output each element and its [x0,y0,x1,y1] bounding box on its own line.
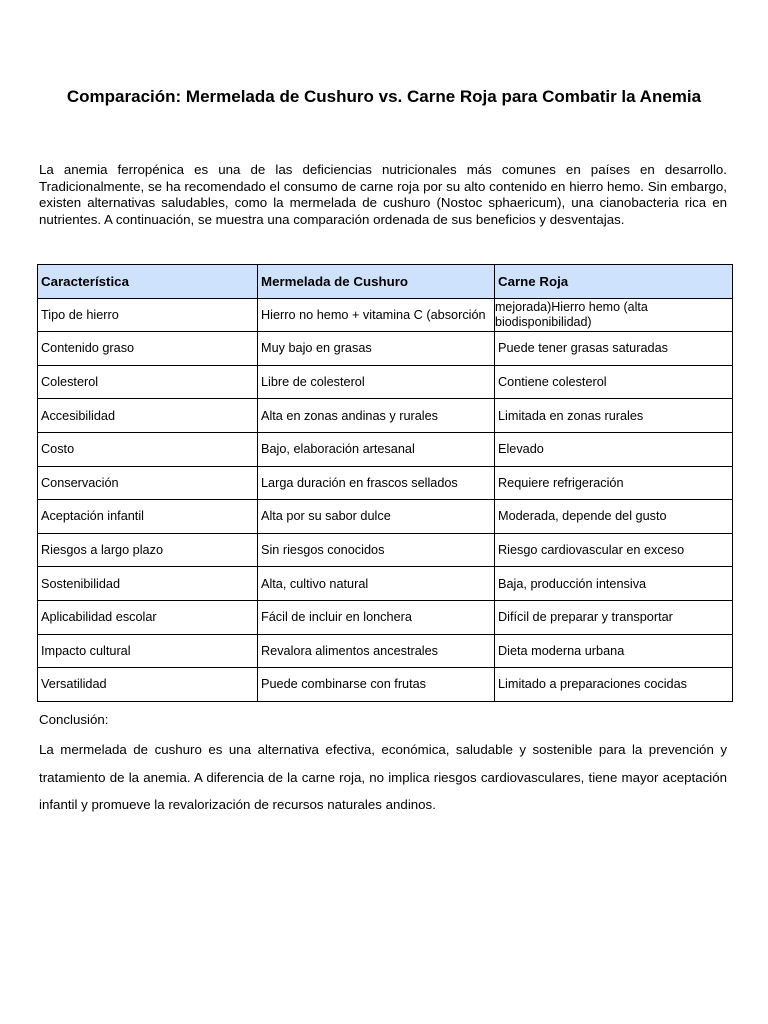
cell-mermelada: Hierro no hemo + vitamina C (absorción [258,298,495,332]
cell-caracteristica: Aplicabilidad escolar [38,600,258,634]
cell-carne-roja: Limitada en zonas rurales [495,399,733,433]
cell-caracteristica: Riesgos a largo plazo [38,533,258,567]
cell-mermelada: Muy bajo en grasas [258,332,495,366]
table-row [38,365,733,399]
cell-mermelada: Larga duración en frascos sellados [258,466,495,500]
cell-mermelada: Libre de colesterol [258,365,495,399]
conclusion-label: Conclusión: [39,712,109,727]
table-row [38,432,733,466]
cell-mermelada: Bajo, elaboración artesanal [258,432,495,466]
table-row [38,567,733,601]
cell-mermelada: Puede combinarse con frutas [258,668,495,702]
cell-mermelada: Alta por su sabor dulce [258,500,495,534]
header-carne-roja: Carne Roja [495,265,733,299]
intro-paragraph: La anemia ferropénica es una de las deficiencias nutricionales más comunes en países en desarrollo. Tradicionalmente, se ha recomendado el consumo de carne roja por su alto contenido en hierro hemo. Sin embargo, existen alternativas saludables, como la mermelada de cushuro (Nostoc sphaericum), una cianobacteria rica en nutrientes. A continuación, se muestra una comparación ordenada de sus beneficios y desventajas. [39,162,727,227]
cell-carne-roja: Difícil de preparar y transportar [495,600,733,634]
header-caracteristica: Característica [38,265,258,299]
cell-mermelada: Fácil de incluir en lonchera [258,600,495,634]
cell-mermelada: Alta en zonas andinas y rurales [258,399,495,433]
table-row [38,634,733,668]
table-row [38,500,733,534]
cell-carne-roja: mejorada)Hierro hemo (alta biodisponibilidad) [495,298,733,332]
cell-caracteristica: Conservación [38,466,258,500]
cell-carne-roja: Contiene colesterol [495,365,733,399]
page-title: Comparación: Mermelada de Cushuro vs. Carne Roja para Combatir la Anemia [66,87,702,106]
cell-carne-roja: Puede tener grasas saturadas [495,332,733,366]
cell-caracteristica: Colesterol [38,365,258,399]
cell-carne-roja: Dieta moderna urbana [495,634,733,668]
cell-caracteristica: Sostenibilidad [38,567,258,601]
cell-mermelada: Revalora alimentos ancestrales [258,634,495,668]
header-mermelada: Mermelada de Cushuro [258,265,495,299]
table-row [38,533,733,567]
conclusion-paragraph: La mermelada de cushuro es una alternativa efectiva, económica, saludable y sostenible para la prevención y tratamiento de la anemia. A diferencia de la carne roja, no implica riesgos cardiovasculares, tiene mayor aceptación infantil y promueve la revalorización de recursos naturales andinos. [39,742,727,812]
table-row [38,466,733,500]
cell-mermelada: Alta, cultivo natural [258,567,495,601]
cell-carne-roja: Limitado a preparaciones cocidas [495,668,733,702]
table-row [38,668,733,702]
cell-carne-roja: Elevado [495,432,733,466]
cell-carne-roja: Riesgo cardiovascular en exceso [495,533,733,567]
table-row [38,399,733,433]
cell-caracteristica: Aceptación infantil [38,500,258,534]
cell-carne-roja: Moderada, depende del gusto [495,500,733,534]
table-row [38,332,733,366]
cell-caracteristica: Versatilidad [38,668,258,702]
cell-caracteristica: Contenido graso [38,332,258,366]
cell-carne-roja: Baja, producción intensiva [495,567,733,601]
cell-carne-roja: Requiere refrigeración [495,466,733,500]
cell-mermelada: Sin riesgos conocidos [258,533,495,567]
comparison-table [37,264,733,702]
cell-caracteristica: Tipo de hierro [38,298,258,332]
table-row [38,600,733,634]
cell-caracteristica: Impacto cultural [38,634,258,668]
cell-caracteristica: Costo [38,432,258,466]
table-row [38,298,733,332]
table-header-row [38,265,733,299]
cell-caracteristica: Accesibilidad [38,399,258,433]
